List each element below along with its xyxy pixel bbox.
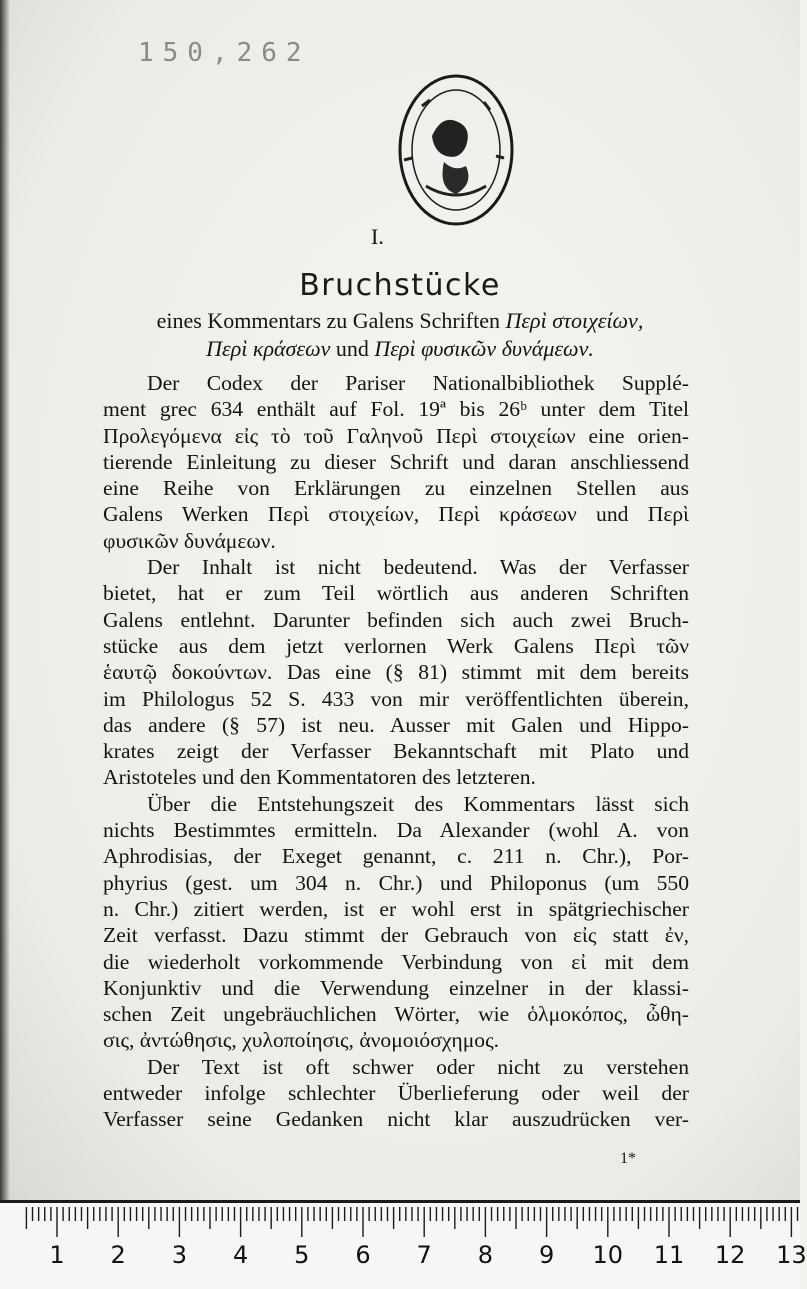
text-line: im Philologus 52 S. 433 von mir veröffentlichten überein, <box>103 686 689 711</box>
text-line: Der Text ist oft schwer oder nicht zu verstehen <box>147 1054 689 1079</box>
body-text <box>103 370 689 1133</box>
ruler-number: 10 <box>592 1241 624 1269</box>
stamp-seal-icon <box>392 66 520 232</box>
text-line: bietet, hat er zum Teil wörtlich aus anderen Schriften <box>103 581 689 606</box>
ruler-number: 1 <box>49 1241 65 1269</box>
subtitle-greek: Περὶ φυσικῶν δυνάμεων. <box>374 336 594 361</box>
signature-mark: 1* <box>620 1150 636 1167</box>
text-line: Zeit verfasst. Dazu stimmt der Gebrauch von εἰς statt ἐν, <box>103 923 689 948</box>
text-line: stücke aus dem jetzt verlornen Werk Galens Περὶ τῶν <box>103 633 689 658</box>
ruler-number: 7 <box>416 1241 432 1269</box>
text-line: Aphrodisias, der Exeget genannt, c. 211 n. Chr.), Por- <box>103 844 689 869</box>
ruler-number: 3 <box>171 1241 188 1269</box>
library-stamp <box>392 66 520 232</box>
subtitle-greek: Περὶ στοιχείων, <box>505 308 644 333</box>
text-line: φυσικῶν δυνάμεων. <box>103 528 276 553</box>
ruler-number: 5 <box>294 1241 310 1269</box>
text-line: tierende Einleitung zu dieser Schrift und daran anschliessend <box>103 449 689 474</box>
text-line: schen Zeit ungebräuchlichen Wörter, wie ὁλμοκόπος, ὦθη- <box>103 1002 689 1027</box>
page-title: Bruchstücke <box>299 268 501 303</box>
text-line: Verfasser seine Gedanken nicht klar auszudrücken ver- <box>103 1107 689 1132</box>
ruler-number: 6 <box>355 1241 371 1269</box>
text-line: entweder infolge schlechter Überlieferung oder weil der <box>103 1081 689 1106</box>
ruler-number: 2 <box>110 1241 126 1269</box>
subtitle-line-1 <box>110 306 690 336</box>
text-line: ἑαυτῷ δοκούντων. Das eine (§ 81) stimmt mit dem bereits <box>103 660 689 685</box>
text-line: Der Codex der Pariser Nationalbibliothek Supplé- <box>147 371 689 395</box>
text-line: Aristoteles und den Kommentatoren des letzteren. <box>103 765 536 790</box>
subtitle-text: und <box>330 336 375 361</box>
text-line: eine Reihe von Erklärungen zu einzelnen Stellen aus <box>103 476 689 501</box>
text-line: Konjunktiv und die Verwendung einzelner in der klassi- <box>103 975 689 1000</box>
chapter-number: I. <box>371 224 384 249</box>
ruler-number: 12 <box>714 1241 746 1269</box>
ruler-number: 9 <box>538 1241 555 1269</box>
ruler-number: 11 <box>653 1241 685 1269</box>
measuring-ruler <box>0 1200 807 1289</box>
subtitle-greek: Περὶ κράσεων <box>206 336 331 361</box>
text-line: Der Inhalt ist nicht bedeutend. Was der Verfasser <box>147 555 689 580</box>
ruler-number: 13 <box>776 1241 807 1269</box>
ruler-ticks <box>0 1203 800 1243</box>
text-line: Galens Werken Περὶ στοιχείων, Περὶ κράσεων und Περὶ <box>103 502 689 527</box>
text-line: phyrius (gest. um 304 n. Chr.) und Philoponus (um 550 <box>103 870 689 895</box>
subtitle-line-2 <box>110 334 690 364</box>
text-line: die wiederholt vorkommende Verbindung von εἰ mit dem <box>103 949 689 974</box>
binding-shadow <box>0 0 10 1200</box>
text-line: Über die Entstehungszeit des Kommentars lässt sich <box>147 791 689 816</box>
text-line: ment grec 634 enthält auf Fol. 19ª bis 26ᵇ unter dem Titel <box>103 397 689 422</box>
text-line: Προλεγόμενα εἰς τὸ τοῦ Γαληνοῦ Περὶ στοιχείων eine orien- <box>103 423 689 448</box>
text-line: n. Chr.) zitiert werden, ist er wohl erst in spätgriechischer <box>103 896 689 921</box>
text-line: nichts Bestimmtes ermitteln. Da Alexander (wohl A. von <box>103 818 689 843</box>
text-line: Galens entlehnt. Darunter befinden sich auch zwei Bruch- <box>103 607 689 632</box>
subtitle-text: eines Kommentars zu Galens Schriften <box>156 308 506 333</box>
ruler-number: 4 <box>232 1241 249 1269</box>
text-line: krates zeigt der Verfasser Bekanntschaft mit Plato und <box>103 739 689 764</box>
ruler-number: 8 <box>477 1241 494 1269</box>
text-line: das andere (§ 57) ist neu. Ausser mit Galen und Hippo- <box>103 712 689 737</box>
shelfmark-number: 150,262 <box>138 38 311 68</box>
text-line: σις, ἀντώθησις, χυλοποίησις, ἀνομοιόσχημος. <box>103 1028 500 1053</box>
